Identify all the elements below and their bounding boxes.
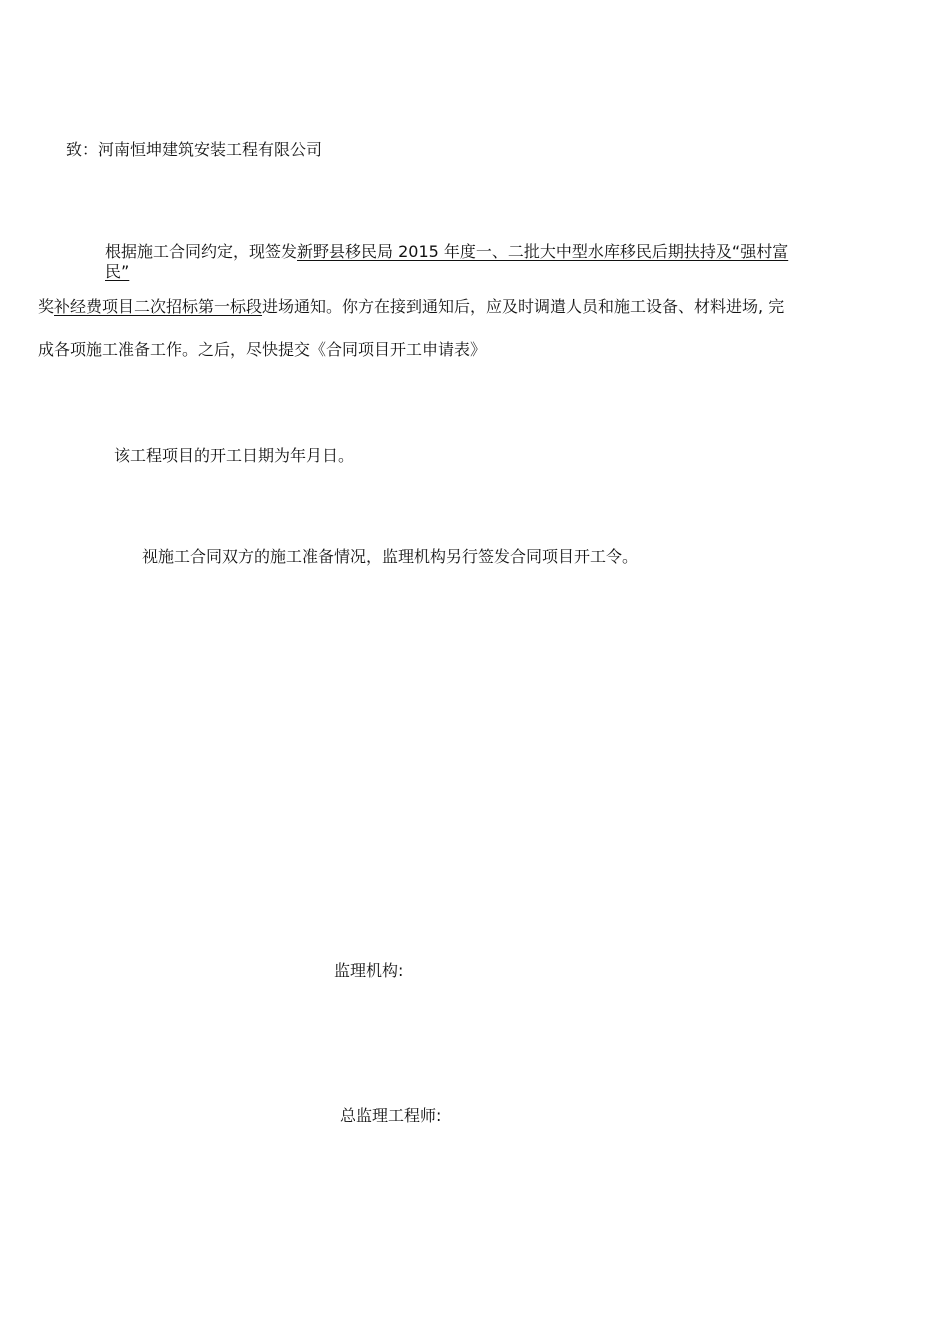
addressee-label: 致：	[66, 140, 99, 159]
paragraph-line-1	[105, 242, 788, 262]
project-name-part-1b: 民”	[105, 262, 130, 281]
chief-engineer-label: 总监理工程师:	[340, 1106, 442, 1125]
paragraph-line-3: 成各项施工准备工作。之后，尽快提交《合同项目开工申请表》	[38, 340, 487, 359]
project-name-first-char: 奖	[38, 297, 55, 316]
project-name-part-2: 补经费项目二次招标第一标段	[54, 297, 263, 316]
addressee-company: 河南恒坤建筑安装工程有限公司	[98, 140, 323, 159]
project-name-part-1: 新野县移民局 2015 年度一、二批大中型水库移民后期扶持及“强村富	[297, 242, 789, 261]
paragraph-line-2	[38, 297, 784, 317]
addressee-line	[66, 140, 322, 160]
start-order-note: 视施工合同双方的施工准备情况，监理机构另行签发合同项目开工令。	[142, 547, 639, 566]
paragraph-line-2-suffix: 进场通知。你方在接到通知后，应及时调遣人员和施工设备、材料进场, 完	[262, 297, 785, 316]
paragraph-line-1-continued	[105, 262, 129, 282]
paragraph-prefix: 根据施工合同约定，现签发	[105, 242, 298, 261]
start-date-statement: 该工程项目的开工日期为年月日。	[114, 446, 355, 465]
supervisor-org-label: 监理机构:	[334, 961, 404, 980]
